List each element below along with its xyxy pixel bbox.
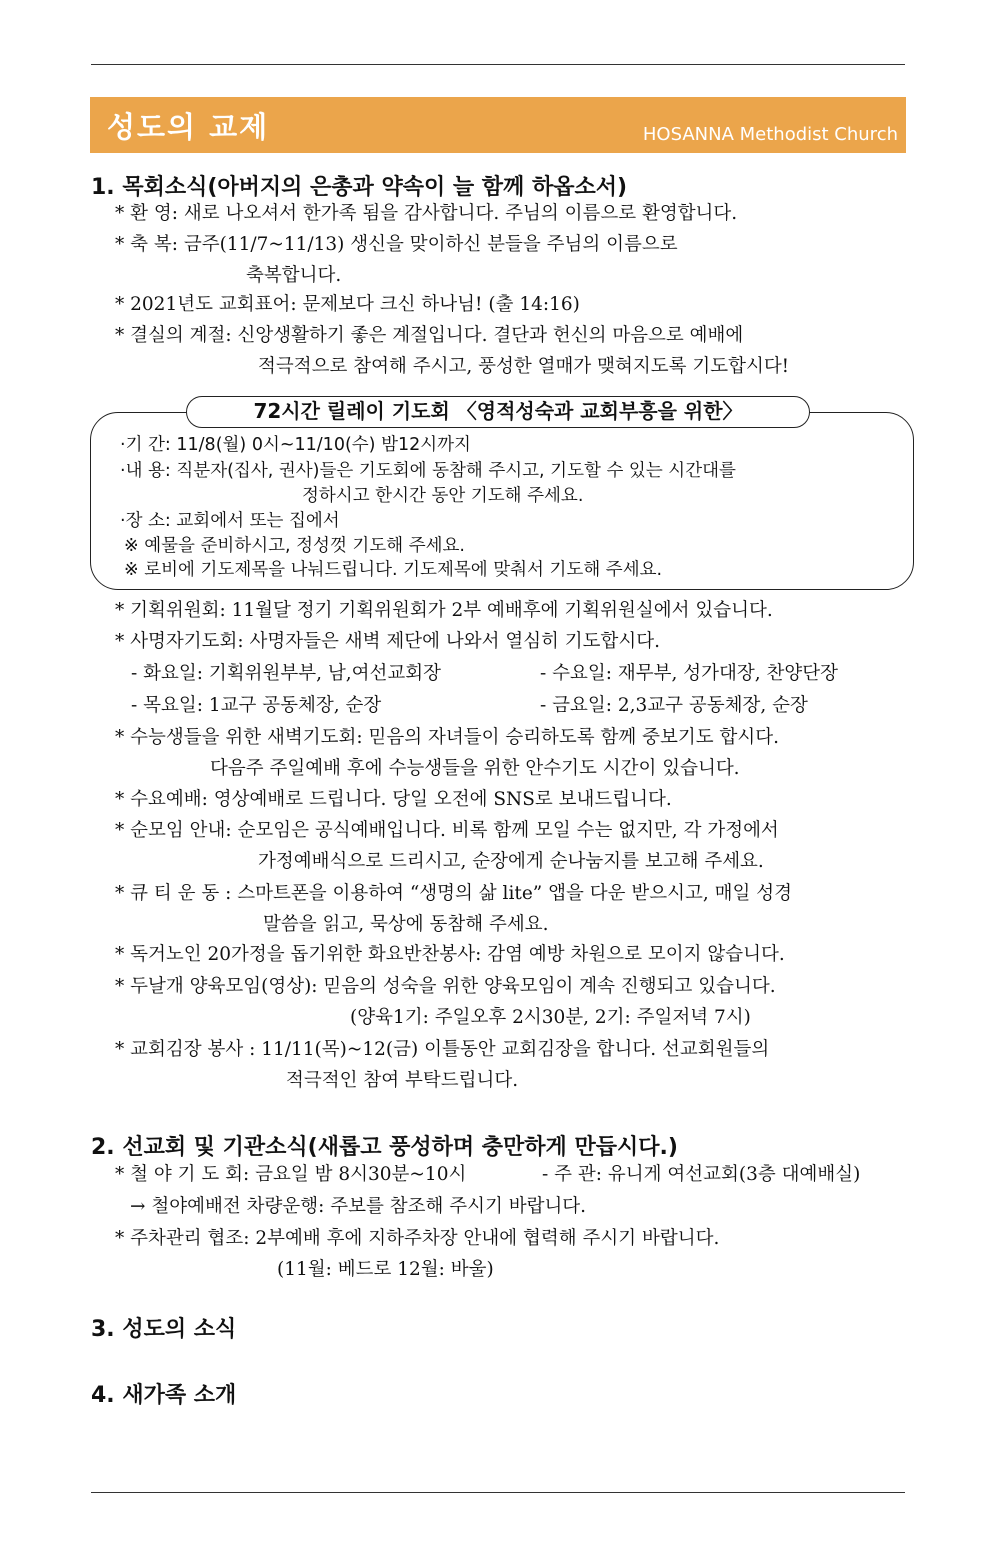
nurture-line-2: (양육1기: 주일오후 2시30분, 2기: 주일저녁 7시) [350,1007,751,1028]
section-1-heading: 1. 목회소식(아버지의 은총과 약속이 늘 함께 하옵소서) [91,175,628,200]
friday-line: - 금요일: 2,3교구 공동체장, 순장 [540,695,808,716]
prayer-note-2: ※ 로비에 기도제목을 나눠드립니다. 기도제목에 맞춰서 기도해 주세요. [124,560,663,580]
prayer-note-1: ※ 예물을 준비하시고, 정성껏 기도해 주세요. [124,536,465,556]
welcome-line: * 환 영: 새로 나오셔서 한가족 됨을 감사합니다. 주님의 이름으로 환영합니다. [115,203,738,224]
bottom-rule [91,1492,905,1493]
section-banner [90,97,906,153]
banner-subtitle: HOSANNA Methodist Church [642,124,898,145]
qt-line-2: 말씀을 읽고, 묵상에 동참해 주세요. [263,914,549,935]
harvest-line-1: * 결실의 계절: 신앙생활하기 좋은 계절입니다. 결단과 헌신의 마음으로 예배에 [115,325,744,346]
parking-line-2: (11월: 베드로 12월: 바울) [277,1259,494,1280]
parking-line-1: * 주차관리 협조: 2부예배 후에 지하주차장 안내에 협력해 주시기 바랍니다. [115,1228,720,1249]
banner-title: 성도의 교제 [107,110,270,144]
kimchi-line-2: 적극적인 참여 부탁드립니다. [286,1070,519,1091]
vigil-host-line: - 주 관: 유니게 여선교회(3층 대예배실) [542,1164,861,1185]
prayer-content-2: 정하시고 한시간 동안 기도해 주세요. [302,486,584,506]
exam-line-2: 다음주 주일예배 후에 수능생들을 위한 안수기도 시간이 있습니다. [210,758,740,779]
exam-line-1: * 수능생들을 위한 새벽기도회: 믿음의 자녀들이 승리하도록 함께 중보기도 합시다. [115,727,780,748]
blessing-line-1: * 축 복: 금주(11/7~11/13) 생신을 맞이하신 분들을 주님의 이름으로 [115,234,678,255]
blessing-line-2: 축복합니다. [246,265,342,286]
section-4-heading: 4. 새가족 소개 [91,1383,237,1408]
prayer-place: ·장 소: 교회에서 또는 집에서 [120,511,340,531]
vigil-line: * 철 야 기 도 회: 금요일 밤 8시30분~10시 [115,1164,467,1185]
nurture-line-1: * 두날개 양육모임(영상): 믿음의 성숙을 위한 양육모임이 계속 진행되고 있습니다. [115,976,776,997]
small-group-line-1: * 순모임 안내: 순모임은 공식예배입니다. 비록 함께 모일 수는 없지만, 각 가정에서 [115,820,779,841]
tuesday-line: - 화요일: 기획위원부부, 남,여선교회장 [131,663,441,684]
wednesday-service-line: * 수요예배: 영상예배로 드립니다. 당일 오전에 SNS로 보내드립니다. [115,789,672,810]
thursday-line: - 목요일: 1교구 공동체장, 순장 [131,695,382,716]
seniors-line: * 독거노인 20가정을 돕기위한 화요반찬봉사: 감염 예방 차원으로 모이지 않습니다. [115,944,785,965]
stewards-line: * 사명자기도회: 사명자들은 새벽 제단에 나와서 열심히 기도합시다. [115,631,661,652]
qt-line-1: * 큐 티 운 동 : 스마트폰을 이용하여 “생명의 삶 lite” 앱을 다운 받으시고, 매일 성경 [115,883,792,904]
section-2-heading: 2. 선교회 및 기관소식(새롭고 풍성하며 충만하게 만듭시다.) [91,1135,678,1160]
kimchi-line-1: * 교회김장 봉사 : 11/11(목)~12(금) 이틀동안 교회김장을 합니다. 선교회원들의 [115,1039,770,1060]
section-3-heading: 3. 성도의 소식 [91,1317,237,1342]
small-group-line-2: 가정예배식으로 드리시고, 순장에게 순나눔지를 보고해 주세요. [258,851,764,872]
prayer-period: ·기 간: 11/8(월) 0시~11/10(수) 밤12시까지 [120,435,471,455]
wednesday-line: - 수요일: 재무부, 성가대장, 찬양단장 [540,663,838,684]
top-rule [91,64,905,65]
prayer-meeting-title: 72시간 릴레이 기도회 〈영적성숙과 교회부흥을 위한〉 [186,396,810,428]
harvest-line-2: 적극적으로 참여해 주시고, 풍성한 열매가 맺혀지도록 기도합시다! [258,356,790,377]
planning-line: * 기획위원회: 11월달 정기 기획위원회가 2부 예배후에 기획위원실에서 있습니다. [115,600,773,621]
motto-line: * 2021년도 교회표어: 문제보다 크신 하나님! (출 14:16) [115,294,580,315]
shuttle-line: → 철야예배전 차량운행: 주보를 참조해 주시기 바랍니다. [130,1196,587,1217]
prayer-content-1: ·내 용: 직분자(집사, 권사)들은 기도회에 동참해 주시고, 기도할 수 있는 시간대를 [120,461,736,481]
